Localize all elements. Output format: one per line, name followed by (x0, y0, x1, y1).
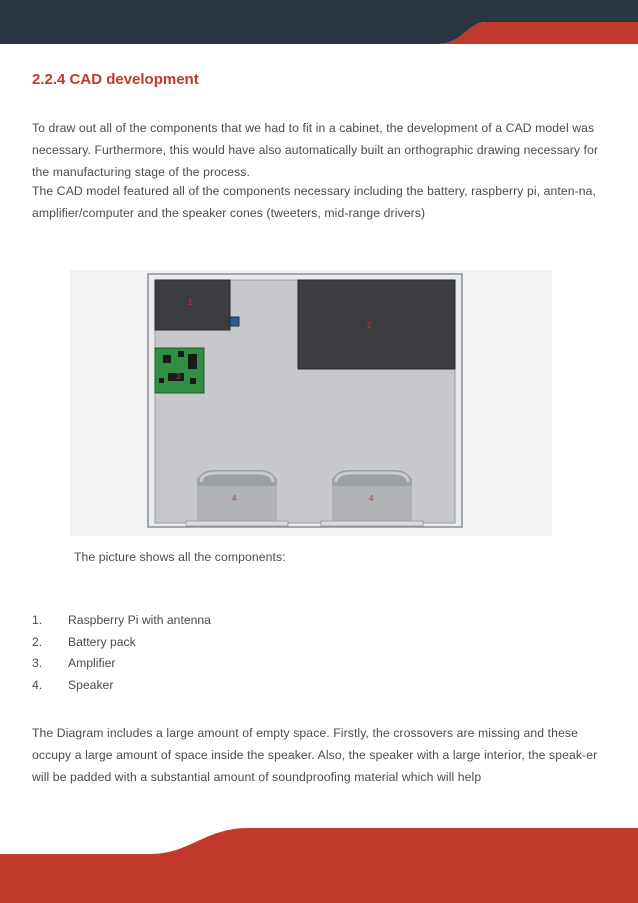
list-number: 4. (32, 677, 43, 692)
section-heading: 2.2.4 CAD development (32, 71, 199, 88)
antenna-connector (230, 317, 239, 326)
battery-pack-block (298, 280, 455, 369)
bottom-decorative-band (0, 826, 638, 903)
figure-label-4-left: 4 (232, 494, 237, 503)
cad-model-figure (70, 270, 552, 536)
list-label: Speaker (68, 677, 114, 692)
list-number: 3. (32, 656, 43, 670)
list-number: 1. (32, 613, 43, 627)
figure-label-3: 3 (176, 372, 181, 381)
figure-label-4-right: 4 (369, 494, 374, 503)
figure-label-2: 2 (367, 321, 372, 330)
model-paragraph: The CAD model featured all of the components necessary including the battery, raspberry pi, anten-na, amplifier/computer and the speaker cones (tweeters, mid-range drivers) (32, 184, 597, 220)
closing-paragraph: The Diagram includes a large amount of empty space. Firstly, the crossovers are missing and these occupy a large amount of space inside the speaker. Also, the speaker with a large interior, the speak-er will be padded with a substantial amount of soundproofing material which will help (32, 726, 598, 784)
list-label: Battery pack (68, 634, 136, 649)
figure-caption: The picture shows all the components: (74, 550, 286, 564)
raspberry-pi-block (155, 280, 230, 330)
speaker-left (186, 470, 288, 526)
list-label: Raspberry Pi with antenna (68, 613, 211, 627)
figure-label-1: 1 (188, 298, 193, 307)
top-decorative-band (0, 0, 638, 44)
list-label: Amplifier (68, 656, 116, 670)
intro-paragraph: To draw out all of the components that we had to fit in a cabinet, the development of a CAD model was necessary. Furthermore, this would have also automatically built an orthographic drawing necessary for the manufacturing stage of the process. (32, 121, 599, 179)
list-number: 2. (32, 634, 43, 649)
